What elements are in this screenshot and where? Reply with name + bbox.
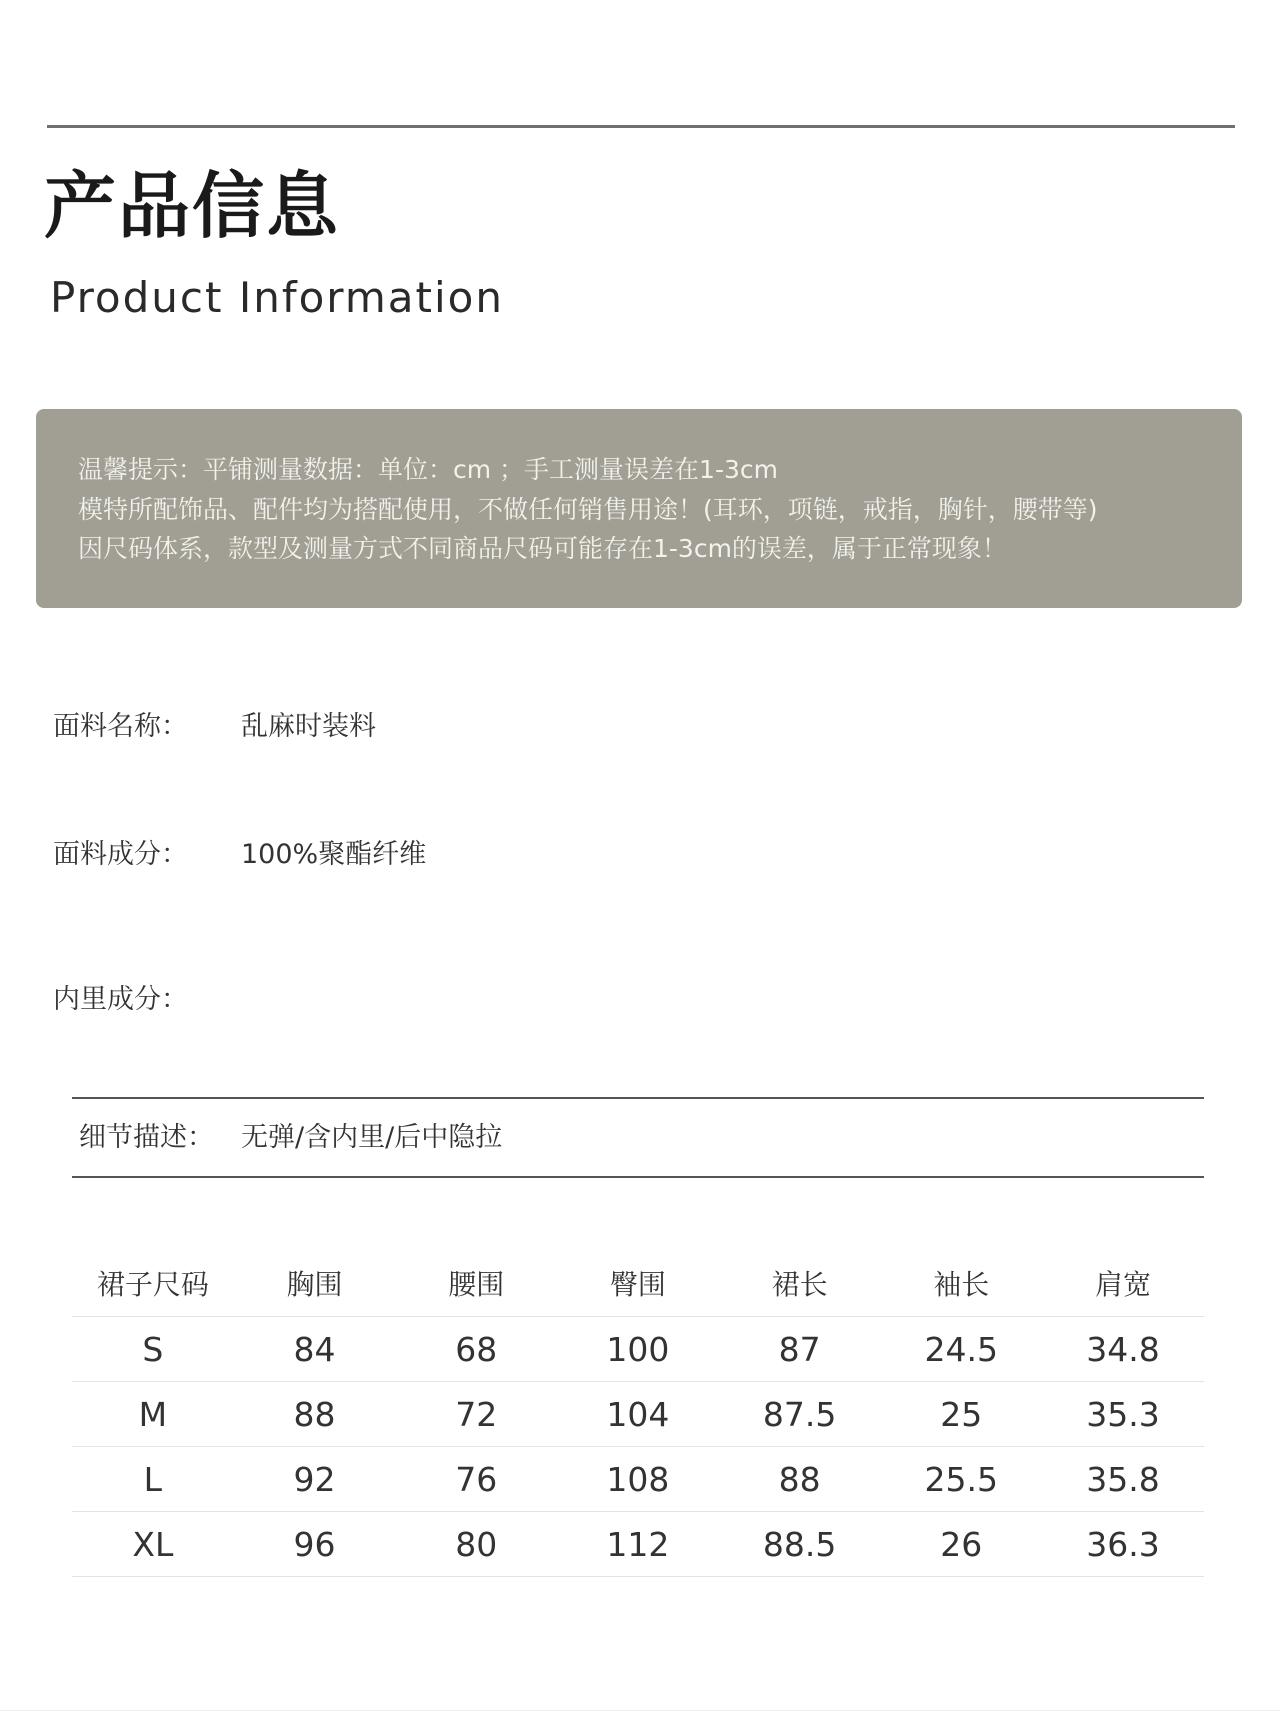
fabric-composition-label: 面料成分： — [53, 839, 188, 870]
fabric-composition-value: 100%聚酯纤维 — [241, 839, 427, 870]
table-cell: M — [138, 1394, 168, 1434]
lining-composition-label: 内里成分： — [53, 984, 188, 1015]
table-row — [72, 1447, 1204, 1512]
table-cell: 68 — [455, 1329, 498, 1369]
notice-box — [36, 409, 1242, 608]
table-cell: 80 — [455, 1524, 498, 1564]
fabric-name-value: 乱麻时装料 — [241, 711, 376, 742]
table-cell: 88.5 — [762, 1524, 837, 1564]
table-cell: 25.5 — [924, 1459, 999, 1499]
table-cell: 35.8 — [1086, 1459, 1160, 1499]
table-cell: 72 — [455, 1394, 498, 1434]
table-cell: 76 — [455, 1459, 498, 1499]
table-cell: 35.3 — [1086, 1394, 1160, 1434]
table-cell: 88 — [293, 1394, 336, 1434]
detail-top-divider — [72, 1097, 1204, 1099]
table-cell: 112 — [606, 1524, 670, 1564]
bottom-divider — [0, 1710, 1280, 1711]
fabric-name-label: 面料名称： — [53, 711, 188, 742]
table-cell: 100 — [606, 1329, 670, 1369]
table-cell: S — [142, 1329, 164, 1369]
table-cell: 24.5 — [924, 1329, 999, 1369]
column-header: 裙长 — [771, 1268, 828, 1301]
table-header-row — [72, 1250, 1204, 1317]
table-cell: 87.5 — [762, 1394, 837, 1434]
table-cell: 88 — [778, 1459, 821, 1499]
table-row — [72, 1382, 1204, 1447]
table-cell: 84 — [293, 1329, 336, 1369]
table-cell: 87 — [778, 1329, 821, 1369]
page-subtitle: Product Information — [50, 273, 504, 322]
detail-value: 无弹/含内里/后中隐拉 — [241, 1122, 503, 1153]
size-table — [72, 1250, 1204, 1577]
table-cell: 26 — [940, 1524, 983, 1564]
table-cell: L — [143, 1459, 163, 1499]
column-header: 裙子尺码 — [96, 1268, 209, 1301]
table-cell: 96 — [293, 1524, 336, 1564]
column-header: 腰围 — [448, 1268, 505, 1301]
table-cell: 92 — [293, 1459, 336, 1499]
notice-line: 温馨提示：平铺测量数据：单位：cm ；手工测量误差在1-3cm — [78, 455, 778, 484]
page-title: 产品信息 — [44, 164, 341, 248]
notice-line: 因尺码体系，款型及测量方式不同商品尺码可能存在1-3cm的误差，属于正常现象！ — [78, 534, 1007, 563]
column-header: 臀围 — [609, 1268, 666, 1301]
column-header: 胸围 — [286, 1268, 343, 1301]
table-row — [72, 1317, 1204, 1382]
notice-line: 模特所配饰品、配件均为搭配使用，不做任何销售用途！(耳环，项链，戒指，胸针，腰带等) — [78, 495, 1098, 524]
detail-bottom-divider — [72, 1176, 1204, 1178]
detail-label: 细节描述： — [79, 1122, 214, 1153]
column-header: 袖长 — [933, 1268, 990, 1301]
table-cell: 104 — [606, 1394, 670, 1434]
table-cell: 25 — [940, 1394, 983, 1434]
table-cell: 36.3 — [1086, 1524, 1160, 1564]
top-divider — [47, 125, 1235, 128]
table-cell: 108 — [606, 1459, 670, 1499]
column-header: 肩宽 — [1094, 1268, 1151, 1301]
table-cell: XL — [132, 1524, 174, 1564]
table-row — [72, 1512, 1204, 1577]
table-cell: 34.8 — [1086, 1329, 1160, 1369]
